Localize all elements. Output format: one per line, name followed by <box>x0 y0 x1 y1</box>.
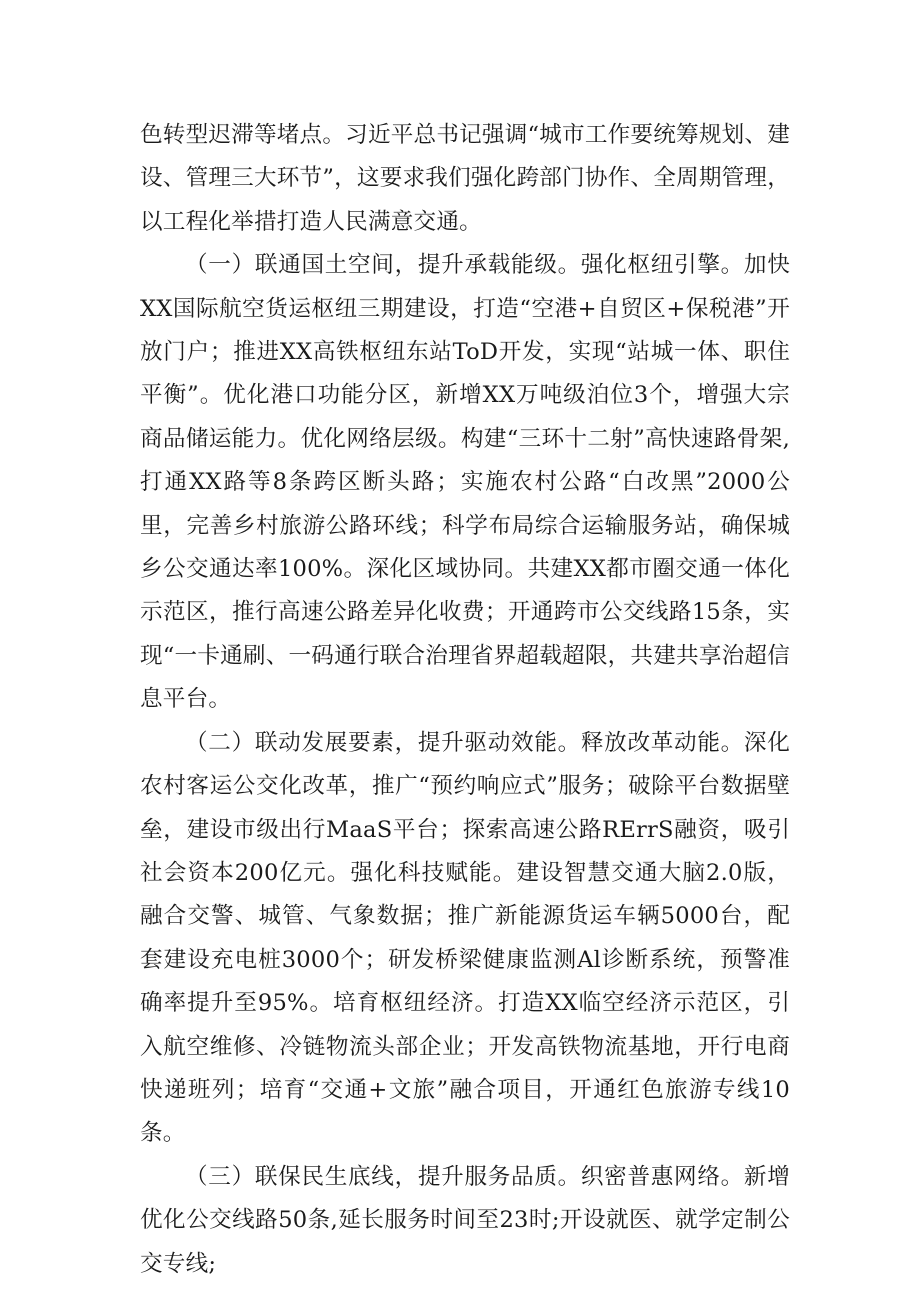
paragraph-section-2: （二）联动发展要素，提升驱动效能。释放改革动能。深化农村客运公交化改革，推广“预约响应式”服务；破除平台数据壁垒，建设市级出行MaaS平台；探索高速公路RErrS融资，吸引社会资本200亿元。强化科技赋能。建设智慧交通大脑2.0版，融合交警、城管、气象数据；推广新能源货运车辆5000台，配套建设充电桩3000个；研发桥梁健康监测Al诊断系统，预警准确率提升至95%。培育枢纽经济。打造XX临空经济示范区，引入航空维修、冷链物流头部企业；开发高铁物流基地，开行电商快递班列；培育“交通+文旅”融合项目，开通红色旅游专线10条。 <box>140 729 790 1147</box>
body-text <box>140 114 790 1286</box>
paragraph-section-3: （三）联保民生底线，提升服务品质。织密普惠网络。新增优化公交线路50条,延长服务时间至23时;开设就医、就学定制公交专线; <box>140 1163 790 1277</box>
paragraph-continuation: 色转型迟滞等堵点。习近平总书记强调“城市工作要统筹规划、建设、管理三大环节”，这要求我们强化跨部门协作、全周期管理，以工程化举措打造人民满意交通。 <box>140 122 790 235</box>
paragraph-section-1: （一）联通国土空间，提升承载能级。强化枢纽引擎。加快XX国际航空货运枢纽三期建设，打造“空港+自贸区+保税港”开放门户；推进XX高铁枢纽东站ToD开发，实现“站城一体、职住平衡”。优化港口功能分区，新增XX万吨级泊位3个，增强大宗商品储运能力。优化网络层级。构建“三环十二射”高快速路骨架,打通XX路等8条跨区断头路；实施农村公路“白改黑”2000公里，完善乡村旅游公路环线；科学布局综合运输服务站，确保城乡公交通达率100%。深化区域协同。共建XX都市圈交通一体化示范区，推行高速公路差异化收费；开通跨市公交线路15条，实现“一卡通刷、一码通行联合治理省界超载超限，共建共享治超信息平台。 <box>140 252 790 713</box>
